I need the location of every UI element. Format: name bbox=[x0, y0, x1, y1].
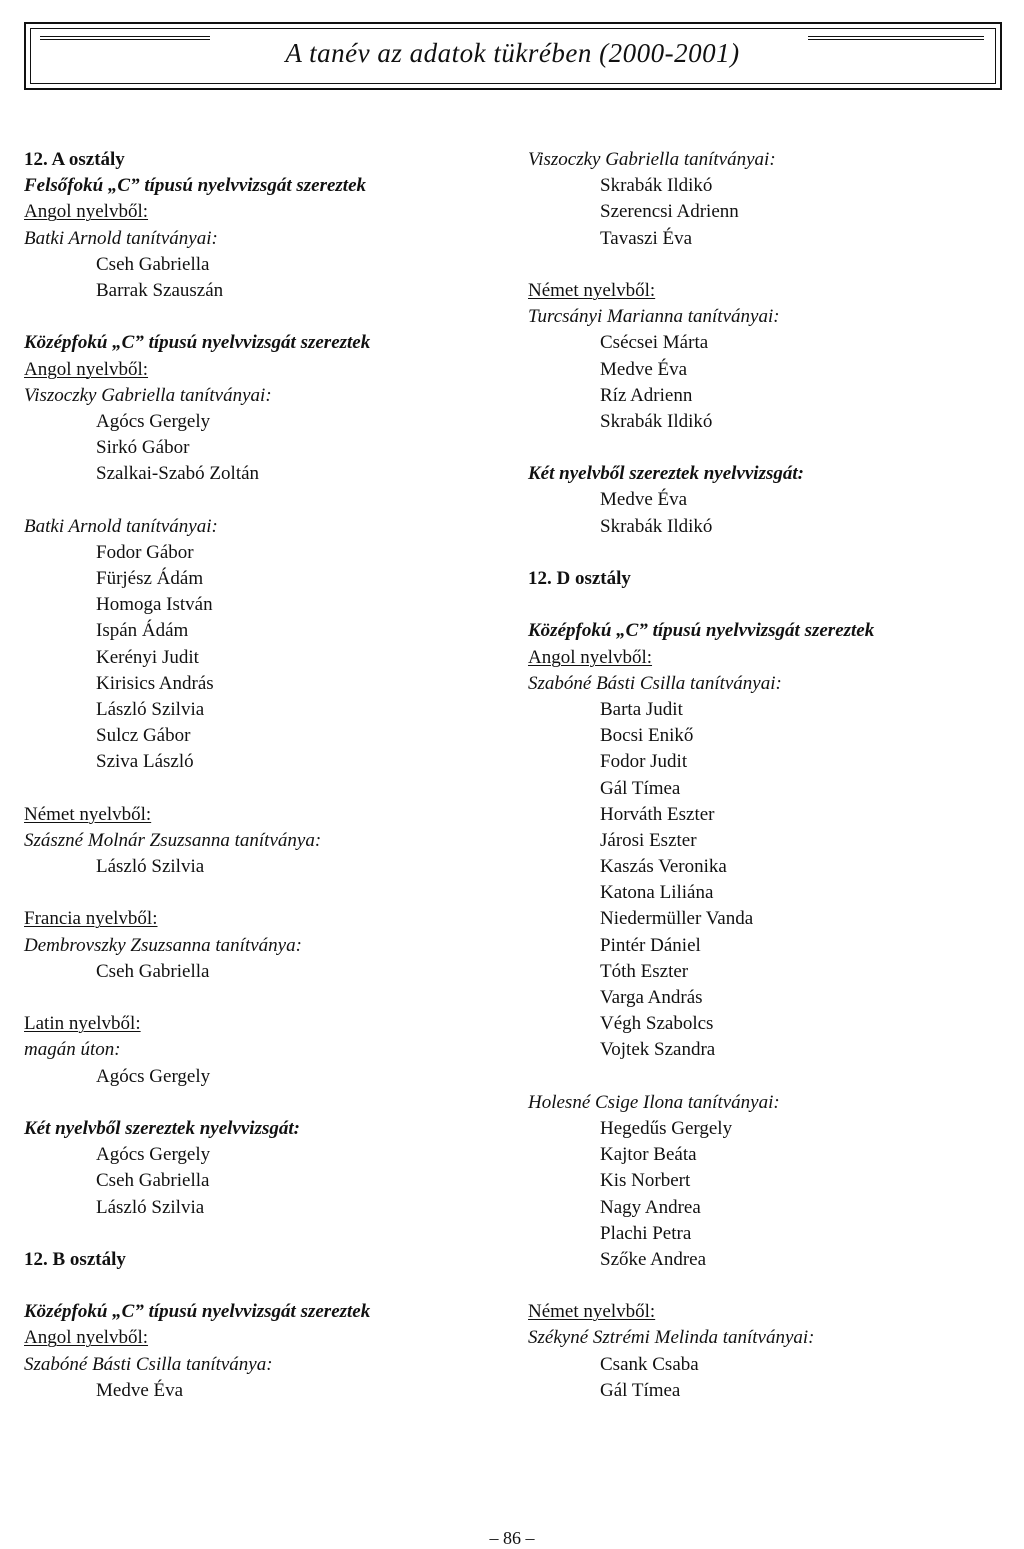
student-name: Hegedűs Gergely bbox=[600, 1117, 733, 1139]
student-name: Agócs Gergely bbox=[96, 410, 211, 432]
teacher-line: Viszoczky Gabriella tanítványai: bbox=[24, 384, 272, 406]
spacer bbox=[24, 776, 494, 802]
student-name: Skrabák Ildikó bbox=[600, 515, 713, 537]
student-name: Csank Csaba bbox=[600, 1353, 699, 1375]
student-name: Kis Norbert bbox=[600, 1170, 691, 1192]
student-name: Horváth Eszter bbox=[600, 803, 715, 825]
student-name: Szőke Andrea bbox=[600, 1248, 707, 1270]
spacer bbox=[24, 304, 494, 330]
student-name: László Szilvia bbox=[96, 698, 205, 720]
exam-level-heading: Középfokú „C” típusú nyelvvizsgát szereztek bbox=[24, 1301, 371, 1323]
student-name: Kaszás Veronika bbox=[600, 856, 727, 878]
student-name: Medve Éva bbox=[96, 1379, 184, 1401]
student-name: Barta Judit bbox=[600, 698, 683, 720]
language-heading: Német nyelvből: bbox=[528, 1301, 656, 1323]
student-name: Barrak Szauszán bbox=[96, 279, 224, 301]
student-name: Csécsei Márta bbox=[600, 332, 709, 354]
class-heading: 12. B osztály bbox=[24, 1248, 126, 1270]
teacher-line: Holesné Csige Ilona tanítványai: bbox=[528, 1091, 780, 1113]
student-name: Fürjész Ádám bbox=[96, 568, 204, 589]
student-name: Niedermüller Vanda bbox=[600, 908, 754, 930]
teacher-line: Székyné Sztrémi Melinda tanítványai: bbox=[528, 1327, 815, 1349]
student-name: Kirisics András bbox=[96, 672, 214, 694]
left-column bbox=[24, 147, 494, 1404]
student-name: Sziva László bbox=[96, 751, 194, 773]
spacer bbox=[24, 1273, 494, 1299]
student-name: Kajtor Beáta bbox=[600, 1144, 697, 1166]
language-heading: Német nyelvből: bbox=[528, 279, 656, 301]
student-name: Cseh Gabriella bbox=[96, 1170, 210, 1192]
student-name: Pintér Dániel bbox=[600, 934, 701, 956]
student-name: László Szilvia bbox=[96, 856, 205, 878]
student-name: Fodor Judit bbox=[600, 751, 688, 773]
student-name: Homoga István bbox=[96, 594, 213, 616]
spacer bbox=[24, 1090, 494, 1116]
language-heading: Angol nyelvből: bbox=[24, 201, 149, 223]
header-rule-right bbox=[808, 36, 984, 40]
student-name: Cseh Gabriella bbox=[96, 253, 210, 275]
language-heading: Német nyelvből: bbox=[24, 803, 152, 825]
teacher-line: Dembrovszky Zsuzsanna tanítványa: bbox=[24, 934, 302, 956]
exam-level-heading: Középfokú „C” típusú nyelvvizsgát szereztek bbox=[24, 332, 371, 354]
student-name: Medve Éva bbox=[600, 489, 688, 511]
student-name: Medve Éva bbox=[600, 358, 688, 380]
right-column bbox=[528, 147, 1008, 1404]
exam-level-heading: Felsőfokú „C” típusú nyelvvizsgát szereztek bbox=[24, 175, 367, 197]
exam-level-heading: Két nyelvből szereztek nyelvvizsgát: bbox=[24, 1117, 300, 1139]
language-heading: Angol nyelvből: bbox=[528, 646, 653, 668]
spacer bbox=[528, 540, 1008, 566]
exam-level-heading: Két nyelvből szereztek nyelvvizsgát: bbox=[528, 463, 804, 485]
student-name: Nagy Andrea bbox=[600, 1196, 701, 1218]
spacer bbox=[528, 252, 1008, 278]
student-name: Sulcz Gábor bbox=[96, 725, 191, 747]
student-name: Agócs Gergely bbox=[96, 1065, 211, 1087]
teacher-line: magán úton: bbox=[24, 1039, 121, 1061]
student-name: Plachi Petra bbox=[600, 1222, 692, 1244]
header-rule-left bbox=[40, 36, 210, 40]
page-title: A tanév az adatok tükrében (2000-2001) bbox=[285, 38, 740, 68]
language-heading: Latin nyelvből: bbox=[24, 1013, 141, 1035]
student-name: Tóth Eszter bbox=[600, 960, 689, 982]
teacher-line: Batki Arnold tanítványai: bbox=[24, 227, 218, 249]
student-name: Tavaszi Éva bbox=[600, 227, 693, 249]
student-name: Fodor Gábor bbox=[96, 541, 194, 563]
teacher-line: Turcsányi Marianna tanítványai: bbox=[528, 306, 780, 328]
student-name: Vojtek Szandra bbox=[600, 1039, 716, 1061]
teacher-line: Szabóné Básti Csilla tanítványai: bbox=[528, 672, 782, 694]
student-name: Gál Tímea bbox=[600, 1379, 681, 1401]
language-heading: Angol nyelvből: bbox=[24, 358, 149, 380]
student-name: Járosi Eszter bbox=[600, 829, 697, 851]
teacher-line: Szabóné Básti Csilla tanítványa: bbox=[24, 1353, 273, 1375]
student-name: Bocsi Enikő bbox=[600, 725, 694, 747]
teacher-line: Batki Arnold tanítványai: bbox=[24, 515, 218, 537]
spacer bbox=[24, 1221, 494, 1247]
language-heading: Angol nyelvből: bbox=[24, 1327, 149, 1349]
class-heading: 12. A osztály bbox=[24, 149, 125, 170]
student-name: Ispán Ádám bbox=[96, 620, 189, 642]
student-name: Kerényi Judit bbox=[96, 646, 199, 668]
page-number: – 86 – bbox=[489, 1528, 535, 1548]
student-name: Katona Liliána bbox=[600, 882, 714, 904]
student-name: Skrabák Ildikó bbox=[600, 175, 713, 197]
student-name: Cseh Gabriella bbox=[96, 960, 210, 982]
student-name: Szalkai-Szabó Zoltán bbox=[96, 463, 260, 485]
teacher-line: Viszoczky Gabriella tanítványai: bbox=[528, 149, 776, 170]
language-heading: Francia nyelvből: bbox=[24, 908, 158, 930]
spacer bbox=[528, 592, 1008, 618]
student-name: Varga András bbox=[600, 987, 703, 1008]
student-name: László Szilvia bbox=[96, 1196, 205, 1218]
student-name: Agócs Gergely bbox=[96, 1144, 211, 1166]
student-name: Szerencsi Adrienn bbox=[600, 201, 739, 223]
exam-level-heading: Középfokú „C” típusú nyelvvizsgát szereztek bbox=[528, 620, 875, 642]
spacer bbox=[24, 487, 494, 513]
student-name: Ríz Adrienn bbox=[600, 384, 693, 406]
spacer bbox=[528, 435, 1008, 461]
student-name: Gál Tímea bbox=[600, 777, 681, 799]
class-heading: 12. D osztály bbox=[528, 568, 631, 589]
teacher-line: Szászné Molnár Zsuzsanna tanítványa: bbox=[24, 829, 322, 851]
student-name: Skrabák Ildikó bbox=[600, 410, 713, 432]
spacer bbox=[528, 1064, 1008, 1090]
student-name: Sirkó Gábor bbox=[96, 437, 190, 459]
spacer bbox=[528, 1273, 1008, 1299]
student-name: Végh Szabolcs bbox=[600, 1013, 714, 1035]
spacer bbox=[24, 880, 494, 906]
spacer bbox=[24, 985, 494, 1011]
